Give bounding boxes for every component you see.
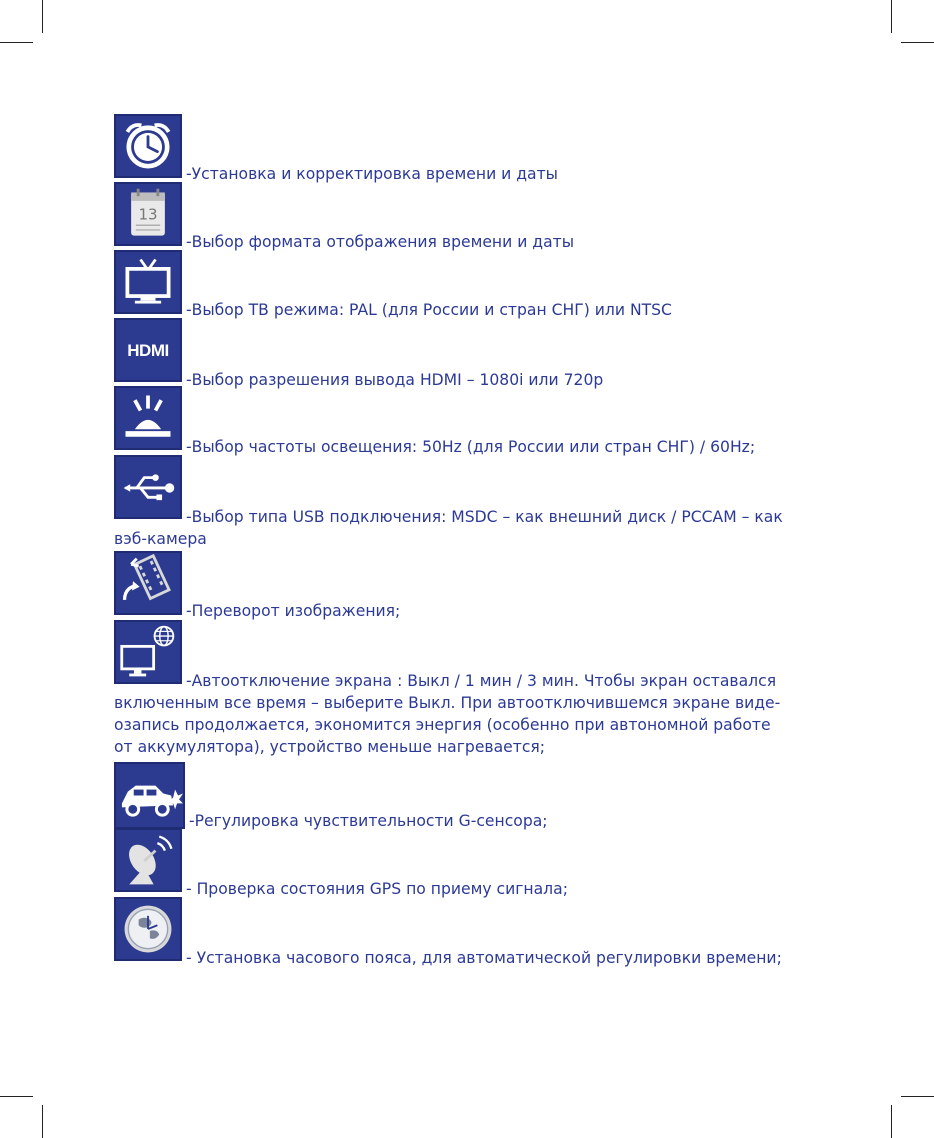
menu-item-text-line: -Выбор типа USB подключения: MSDC – как внешний диск / PCCAM – как <box>186 508 783 526</box>
menu-item-text-line: вэб-камера <box>114 530 207 548</box>
crop-mark-top-left-horizontal <box>0 42 33 43</box>
menu-item-text-line: -Установка и корректировка времени и даты <box>186 165 558 183</box>
menu-item-text-line: -Переворот изображения; <box>186 602 401 620</box>
hdmi-icon-label: HDMI <box>127 341 169 360</box>
crop-mark-bottom-right-vertical <box>891 1105 892 1138</box>
crop-mark-top-right-vertical <box>891 0 892 33</box>
menu-item-text-line: -Выбор формата отображения времени и даты <box>186 233 575 251</box>
crop-mark-top-right-horizontal <box>901 42 934 43</box>
menu-item-text-line: - Установка часового пояса, для автоматической регулировки времени; <box>186 949 782 967</box>
crop-mark-top-left-vertical <box>42 0 43 33</box>
menu-item-text-line: -Выбор ТВ режима: PAL (для России и стран СНГ) или NTSC <box>186 301 672 319</box>
menu-item-text-line: озапись продолжается, экономится энергия (особенно при автономной работе <box>114 716 771 734</box>
menu-item-text-line: -Регулировка чувствительности G-сенсора; <box>189 812 548 830</box>
crop-mark-bottom-left-vertical <box>42 1105 43 1138</box>
menu-item-text-line: от аккумулятора), устройство меньше нагревается; <box>114 738 546 756</box>
menu-item-text-line: включенным все время – выберите Выкл. При автоотключившемся экране виде- <box>114 694 781 712</box>
menu-item-text-line: -Выбор разрешения вывода HDMI – 1080i или 720p <box>186 371 604 389</box>
calendar-day-number: 13 <box>138 205 158 224</box>
menu-item-text-line: - Проверка состояния GPS по приему сигнала; <box>186 880 568 898</box>
menu-item-text-line: -Автоотключение экрана : Выкл / 1 мин / 3 мин. Чтобы экран оставался <box>186 672 777 690</box>
crop-mark-bottom-right-horizontal <box>901 1096 934 1097</box>
menu-item-text-line: -Выбор частоты освещения: 50Hz (для России или стран СНГ) / 60Hz; <box>186 438 756 456</box>
crop-mark-bottom-left-horizontal <box>0 1096 33 1097</box>
